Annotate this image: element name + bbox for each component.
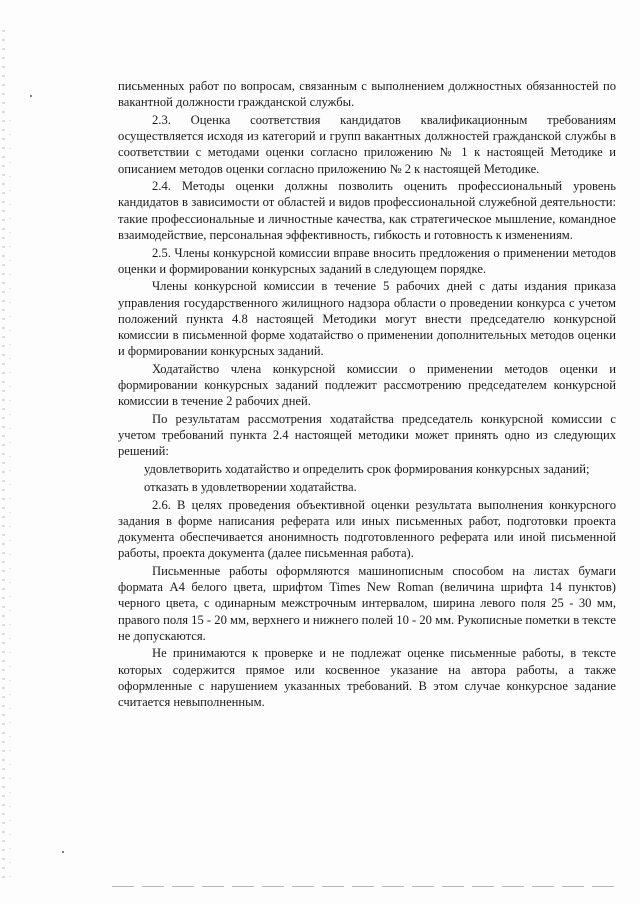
- scan-speck: [62, 851, 64, 853]
- paragraph: Не принимаются к проверке и не подлежат оценке письменные работы, в тексте которых содержится прямое или косвенное указание на автора работы, а также оформленные с нарушением указанных требований. В этом случае конкурсное задание считается невыполненным.: [118, 646, 616, 710]
- paragraph-section-2-3: 2.3. Оценка соответствия кандидатов квалификационным требованиям осуществляется исходя из категорий и групп вакантных должностей гражданской службы в соответствии с методами оценки согласно приложению № 1 к настоящей Методике и описанием методов оценки согласно приложению № 2 к настоящей Методике.: [118, 112, 616, 176]
- paragraph: письменных работ по вопросам, связанным с выполнением должностных обязанностей по вакантной должности гражданской службы.: [118, 79, 616, 110]
- paragraph-section-2-5: 2.5. Члены конкурсной комиссии вправе вносить предложения о применении методов оценки и формировании конкурсных заданий в следующем порядке.: [118, 245, 616, 276]
- scan-bottom-edge: [112, 886, 617, 887]
- paragraph: По результатам рассмотрения ходатайства председатель конкурсной комиссии с учетом требований пункта 2.4 настоящей методики может принять одно из следующих решений:: [118, 412, 616, 459]
- paragraph: Члены конкурсной комиссии в течение 5 рабочих дней с даты издания приказа управления государственного жилищного надзора области о проведении конкурса с учетом положений пункта 4.8 настоящей Методики могут внести председателю конкурсной комиссии в письменной форме ходатайство о применении дополнительных методов оценки и формировании конкурсных заданий.: [118, 279, 616, 359]
- document-body: [118, 78, 616, 712]
- scan-speck: [30, 95, 32, 97]
- list-item-decision: удовлетворить ходатайство и определить срок формирования конкурсных заданий;: [144, 462, 590, 477]
- scan-binding-marks: [9, 120, 11, 880]
- paragraph-section-2-6: 2.6. В целях проведения объективной оценки результата выполнения конкурсного задания в форме написания реферата или иных письменных работ, подготовки проекта документа обеспечивается анонимность подготовленного реферата или иной письменной работы, проекта документа (далее письменная работа).: [118, 497, 616, 561]
- paragraph: Письменные работы оформляются машинописным способом на листах бумаги формата А4 белого цвета, шрифтом Times New Roman (величина шрифта 14 пунктов) черного цвета, с одинарным межстрочным интервалом, ширина левого поля 25 - 30 мм, правого поля 15 - 20 мм, верхнего и нижнего полей 10 - 20 мм. Рукописные пометки в тексте не допускаются.: [118, 563, 616, 643]
- paragraph: Ходатайство члена конкурсной комиссии о применении методов оценки и формировании конкурсных заданий подлежит рассмотрению председателем конкурсной комиссии в течение 2 рабочих дней.: [118, 361, 616, 409]
- paragraph-section-2-4: 2.4. Методы оценки должны позволить оценить профессиональный уровень кандидатов в зависимости от областей и видов профессиональной служебной деятельности: такие профессиональные и личностные качества, как стратегическое мышление, командное взаимодействие, персональная эффективность, гибкость и готовность к изменениям.: [118, 179, 616, 242]
- list-item-decision: отказать в удовлетворении ходатайства.: [144, 479, 357, 494]
- scan-binding-edge: [2, 30, 5, 880]
